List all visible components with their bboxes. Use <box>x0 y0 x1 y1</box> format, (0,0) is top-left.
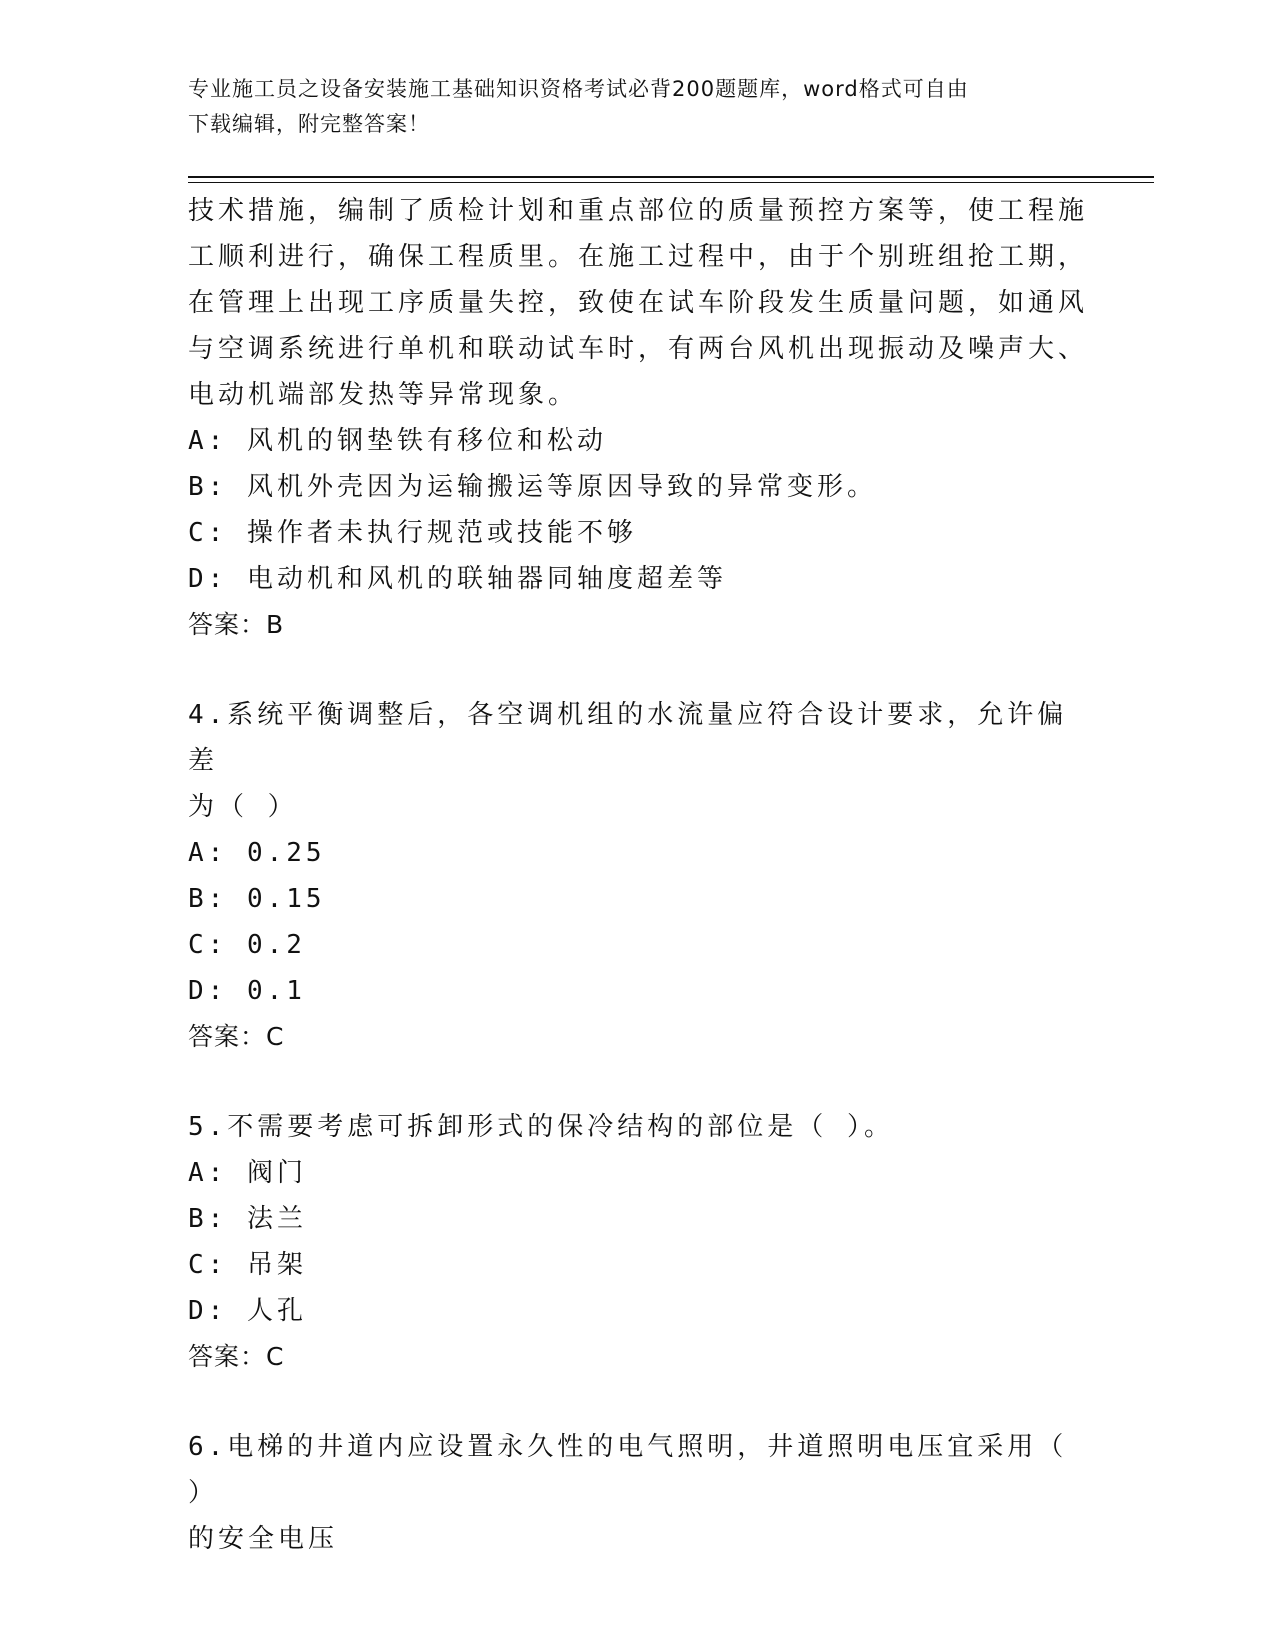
document-header <box>188 72 1088 142</box>
question-4-option-c: C: 0.2 <box>188 930 306 960</box>
question-4-option-d: D: 0.1 <box>188 976 306 1006</box>
question-5-option-c: C: 吊架 <box>188 1250 307 1280</box>
header-title-line-1: 专业施工员之设备安装施工基础知识资格考试必背200题题库，word格式可自由 <box>188 77 969 101</box>
question-4-option-b: B: 0.15 <box>188 884 326 914</box>
question-3-text-line: 与空调系统进行单机和联动试车时，有两台风机出现振动及噪声大、 <box>188 334 1089 364</box>
question-5-text-line: 5.不需要考虑可拆卸形式的保冷结构的部位是（ ）。 <box>188 1112 894 1142</box>
question-6-text-line: 的安全电压 <box>188 1524 339 1554</box>
question-3-text-line: 在管理上出现工序质量失控，致使在试车阶段发生质量问题，如通风 <box>188 288 1089 318</box>
question-3-option-a: A: 风机的钢垫铁有移位和松动 <box>188 426 607 456</box>
question-6-text-line: 6.电梯的井道内应设置永久性的电气照明，井道照明电压宜采用（ ） <box>188 1432 1068 1508</box>
question-4-answer: 答案：C <box>188 1022 285 1051</box>
header-divider-thick <box>188 176 1154 178</box>
question-list <box>188 188 1088 1562</box>
question-5-option-a: A: 阀门 <box>188 1158 307 1188</box>
question-3-text-line: 工顺利进行，确保工程质里。在施工过程中，由于个别班组抢工期， <box>188 242 1089 272</box>
question-3-option-c: C: 操作者未执行规范或技能不够 <box>188 518 637 548</box>
question-3-option-d: D: 电动机和风机的联轴器同轴度超差等 <box>188 564 727 594</box>
question-4 <box>188 692 1088 1060</box>
question-5-option-b: B: 法兰 <box>188 1204 307 1234</box>
question-3-text-line: 电动机端部发热等异常现象。 <box>188 380 579 410</box>
header-divider-thin <box>188 182 1154 183</box>
question-3 <box>188 188 1088 648</box>
spacer <box>188 648 1088 692</box>
question-5-answer: 答案：C <box>188 1342 285 1371</box>
spacer <box>188 1060 1088 1104</box>
question-4-text-line: 为（ ） <box>188 792 298 822</box>
question-3-text-line: 技术措施，编制了质检计划和重点部位的质量预控方案等，使工程施 <box>188 196 1089 226</box>
question-4-text-line: 4.系统平衡调整后，各空调机组的水流量应符合设计要求，允许偏差 <box>188 700 1068 776</box>
header-title-line-2: 下载编辑，附完整答案！ <box>188 112 430 136</box>
question-6 <box>188 1424 1088 1562</box>
question-3-option-b: B: 风机外壳因为运输搬运等原因导致的异常变形。 <box>188 472 877 502</box>
spacer <box>188 1380 1088 1424</box>
question-5-option-d: D: 人孔 <box>188 1296 307 1326</box>
question-4-option-a: A: 0.25 <box>188 838 326 868</box>
question-5 <box>188 1104 1088 1380</box>
question-3-answer: 答案：B <box>188 610 285 639</box>
